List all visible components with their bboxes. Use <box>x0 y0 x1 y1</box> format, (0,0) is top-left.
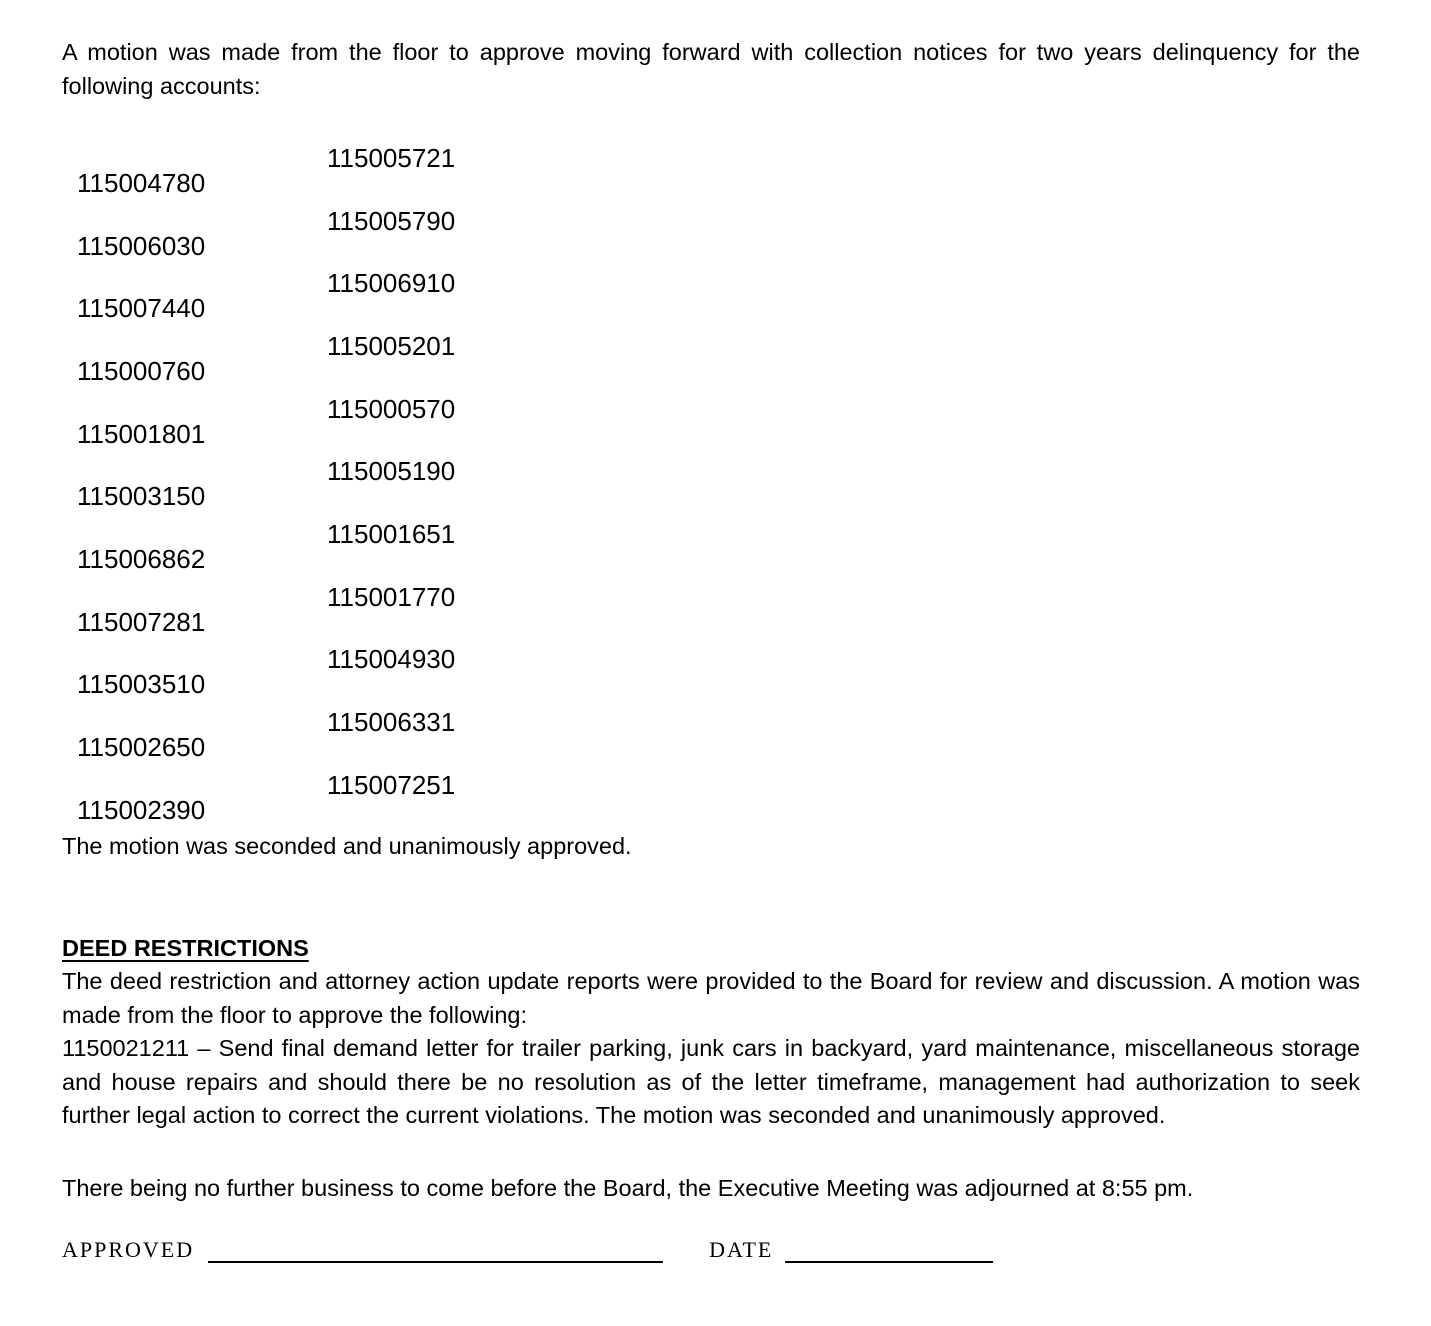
deed-intro-paragraph: The deed restriction and attorney action update reports were provided to the Board for review and discussion. A motion was made from the floor to approve the following: <box>62 968 1360 1028</box>
account-number: 115006331 <box>327 707 456 737</box>
account-number: 115004930 <box>327 644 456 674</box>
account-number: 115006862 <box>77 544 206 574</box>
account-number: 115003510 <box>77 669 206 699</box>
account-number: 115000760 <box>77 356 206 386</box>
motion-result-text: The motion was seconded and unanimously approved. <box>62 833 632 859</box>
adjournment-paragraph: There being no further business to come before the Board, the Executive Meeting was adjourned at 8:55 pm. <box>62 1174 1194 1201</box>
account-number: 115005721 <box>327 143 456 173</box>
account-number: 115000570 <box>327 394 456 424</box>
account-number: 115005201 <box>327 331 456 361</box>
deed-action-paragraph: 1150021211 – Send final demand letter for trailer parking, junk cars in backyard, yard maintenance, miscellaneous storage and house repairs and should there be no resolution as of the letter timeframe, management had authorization to seek further legal action to correct the current violations. The motion was seconded and unanimously approved. <box>62 1035 1360 1128</box>
account-number: 115002650 <box>77 732 206 762</box>
accounts-list <box>62 140 1360 830</box>
deed-restrictions-heading: DEED RESTRICTIONS <box>62 934 309 961</box>
date-label: DATE <box>709 1237 774 1262</box>
account-number: 115007251 <box>327 770 456 800</box>
account-number: 115005190 <box>327 456 456 486</box>
account-number: 115001651 <box>327 519 456 549</box>
account-number: 115007281 <box>77 607 206 637</box>
signature-row <box>62 1233 1360 1266</box>
account-number: 115001770 <box>327 582 456 612</box>
document-page <box>62 0 1360 1326</box>
account-number: 115004780 <box>77 168 206 198</box>
account-number: 115001801 <box>77 419 206 449</box>
account-number: 115006910 <box>327 268 456 298</box>
intro-paragraph: A motion was made from the floor to approve moving forward with collection notices for two years delinquency for the following accounts: <box>62 39 1360 99</box>
approved-signature-line <box>208 1260 663 1263</box>
approved-label: APPROVED <box>62 1237 195 1262</box>
date-signature-line <box>785 1260 993 1263</box>
account-number: 115002390 <box>77 795 206 825</box>
account-number: 115003150 <box>77 481 206 511</box>
account-number: 115006030 <box>77 231 206 261</box>
account-number: 115007440 <box>77 293 206 323</box>
account-number: 115005790 <box>327 206 456 236</box>
